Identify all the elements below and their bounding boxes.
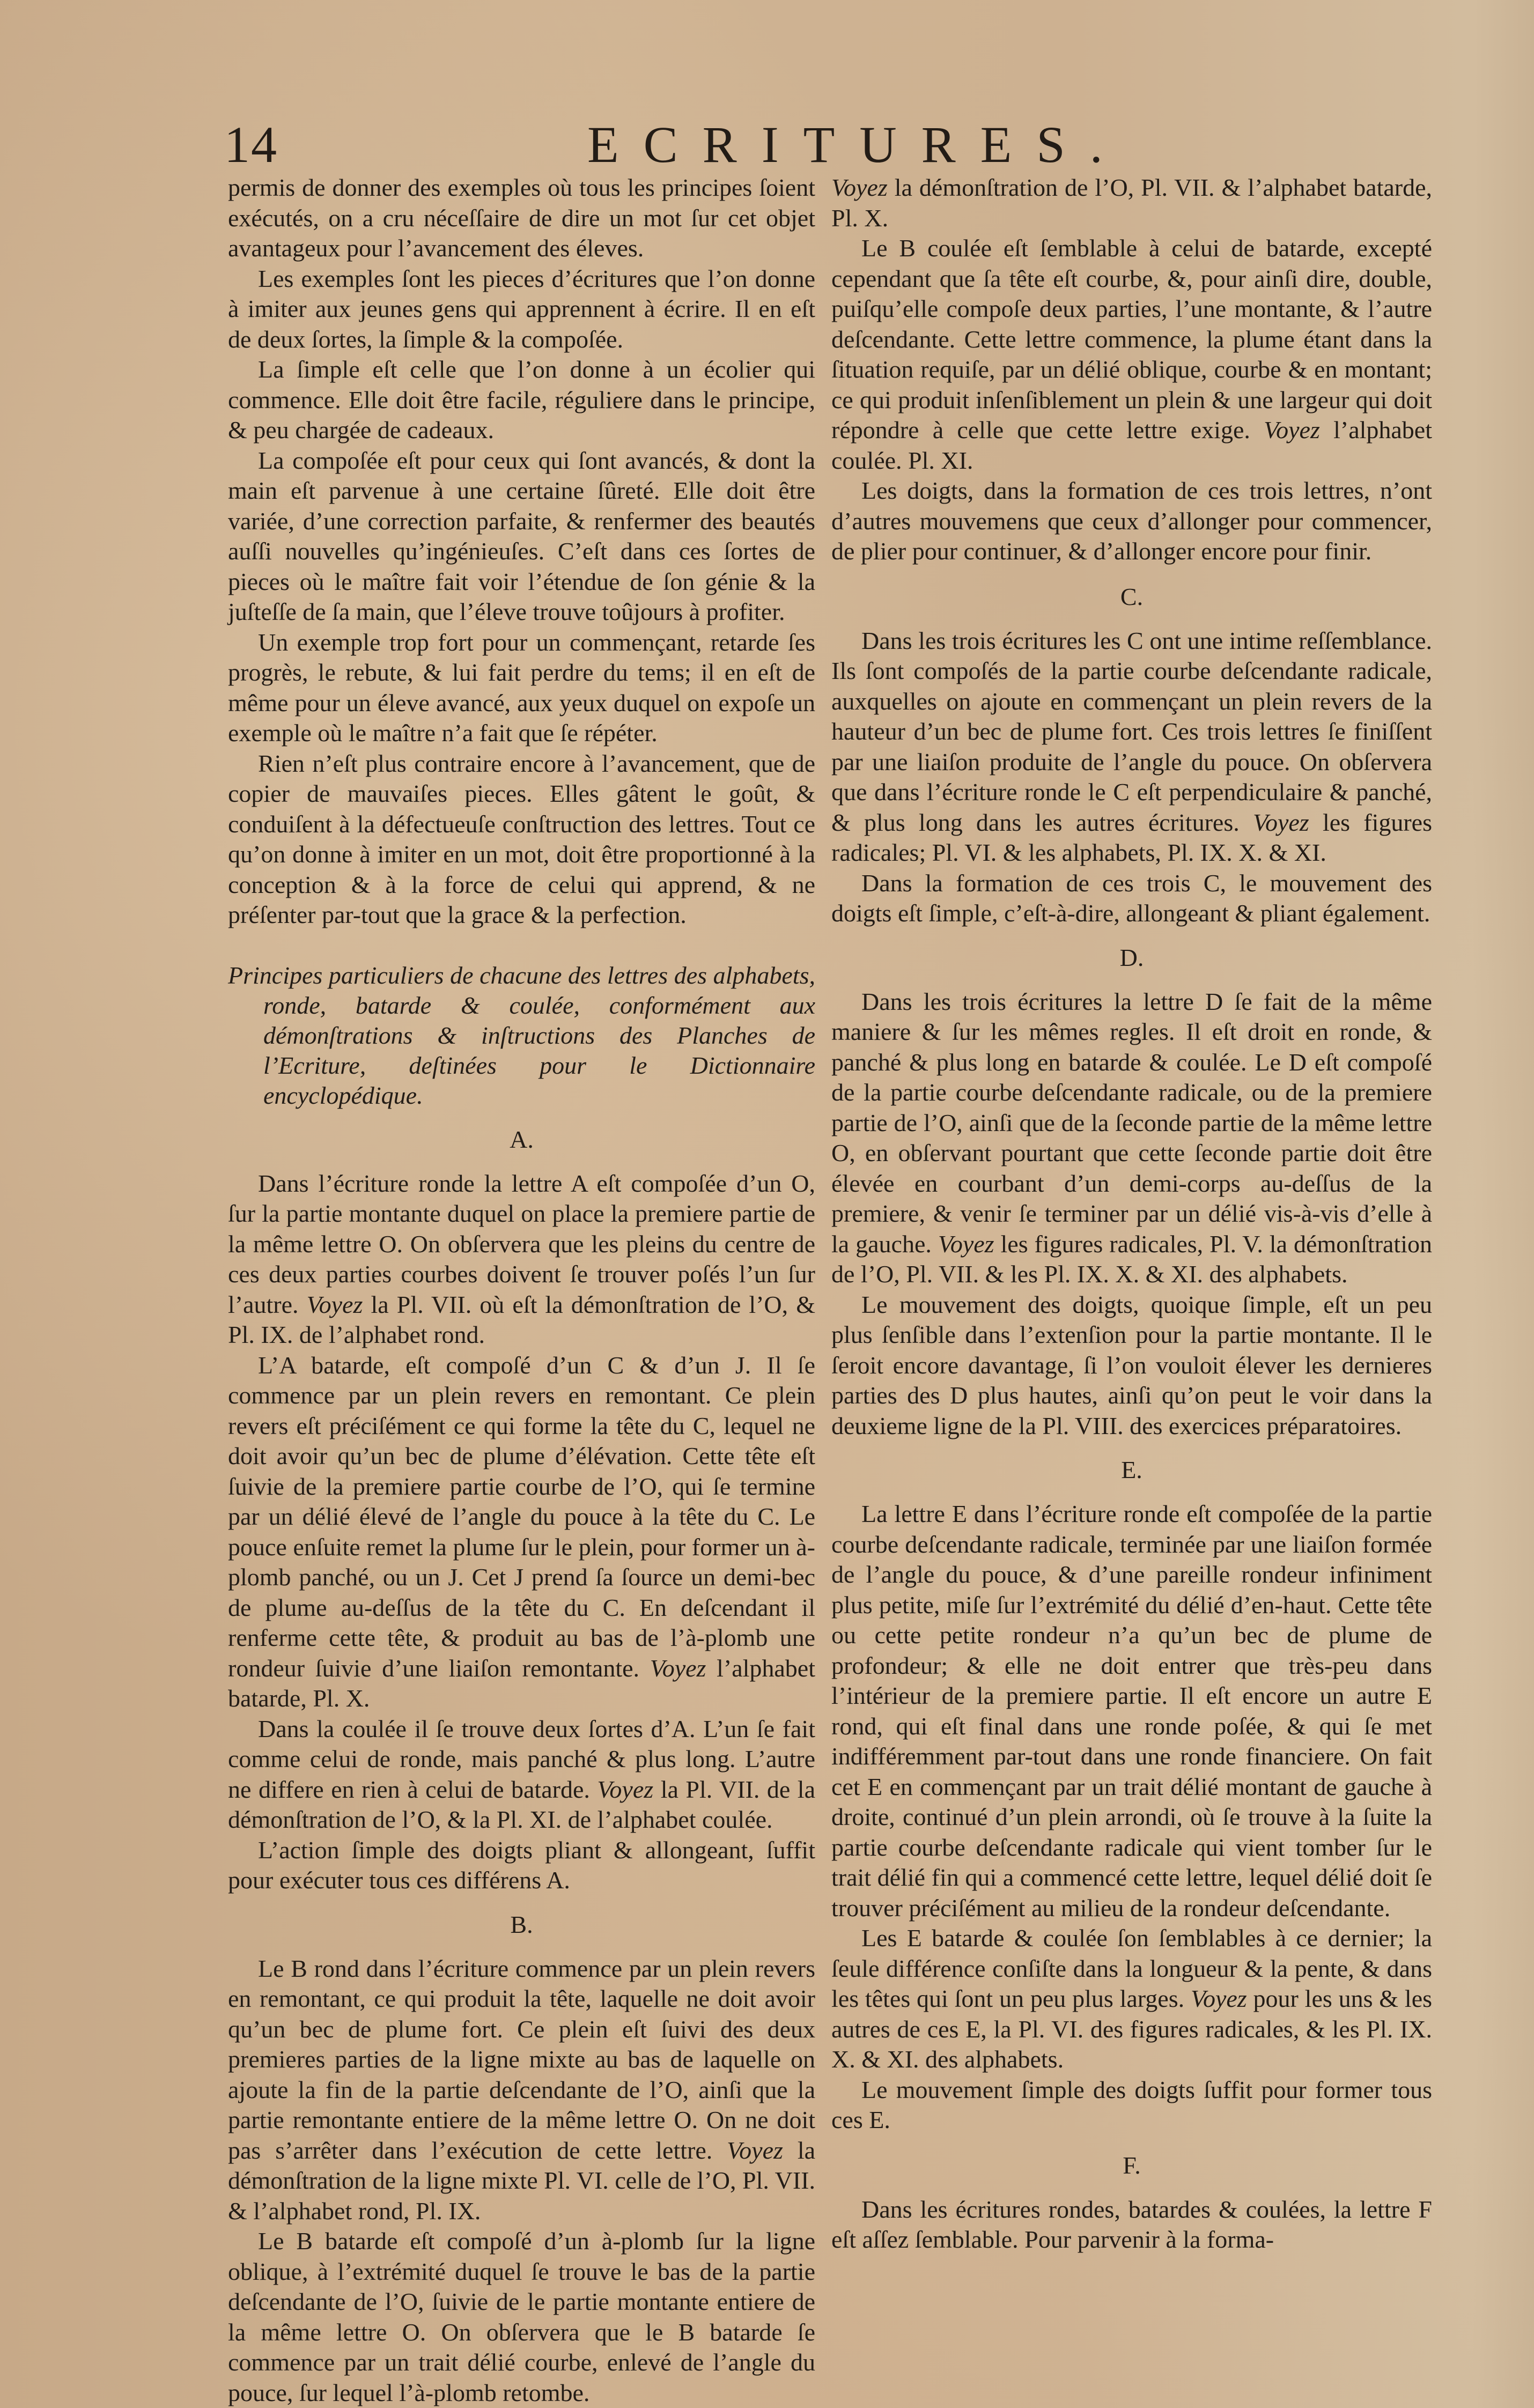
page-number: 14 <box>224 116 278 173</box>
section-letter-f: F. <box>1123 2151 1141 2179</box>
paragraph: La ſimple eſt celle que l’on donne à un écolier qui commence. Elle doit être facile, réguliere dans le principe, & peu chargée de cadeaux. <box>228 356 815 444</box>
text-run: Dans les trois écritures la lettre D ſe fait de la même maniere & ſur les mêmes regles. Il eſt droit en ronde, & panché & plus long en batarde & coulée. Le D eſt compoſé de la partie courbe deſcendante radicale, ou de la premiere partie de l’O, ainſi que de la ſeconde partie de la même lettre O, en obſervant pourtant que cette ſeconde partie doit être élevée en courbant d’un demi-corps au-deſſus de la premiere, & venir ſe terminer par un délié vis-à-vis d’elle à la gauche. <box>831 987 1432 1258</box>
section-letter-b: B. <box>510 1910 533 1938</box>
paragraph <box>831 1923 1432 2075</box>
paragraph <box>228 1169 815 1350</box>
voyez-italic: Voyez <box>831 174 888 201</box>
text-run: les figures radicales; Pl. VI. & les alphabets, Pl. IX. X. & XI. <box>831 808 1433 866</box>
voyez-italic: Voyez <box>1252 808 1309 836</box>
running-title: ECRITURES. <box>587 116 1127 173</box>
paragraph: Un exemple trop fort pour un commençant, retarde ſes progrès, le rebute, & lui fait perdre du tems; il en eſt de même pour un éleve avancé, aux yeux duquel on expoſe un exemple où le maître n’a fait que ſe répéter. <box>228 628 815 747</box>
paragraph <box>228 1714 815 1835</box>
paragraph: Les exemples ſont les pieces d’écritures que l’on donne à imiter aux jeunes gens qui apprennent à écrire. Il en eſt de deux ſortes, la ſimple & la compoſée. <box>228 264 815 353</box>
text-run: Dans les trois écritures les C ont une intime reſſemblance. Ils ſont compoſés de la partie courbe deſcendante radicale, auxquelles on ajoute en commençant un plein revers de la hauteur d’un bec de plume fort. Ces trois lettres ſe finiſſent par une liaiſon produite de l’angle du pouce. On obſervera que dans l’écriture ronde le C eſt perpendiculaire & panché, & plus long dans les autres écritures. <box>831 626 1432 836</box>
section-letter-a: A. <box>510 1125 534 1153</box>
section-letter-e: E. <box>1121 1456 1142 1483</box>
right-column <box>831 173 1432 2255</box>
text-run: Dans la coulée il ſe trouve deux ſortes d’A. L’un ſe fait comme celui de ronde, mais panché & plus long. L’autre ne differe en rien à celui de batarde. <box>228 1715 815 1803</box>
paragraph: La compoſée eſt pour ceux qui ſont avancés, & dont la main eſt parvenue à une certaine ſûreté. Elle doit être variée, d’une correction parfaite, & renfermer des beautés auſſi nouvelles qu’ingénieuſes. C’eſt dans ces ſortes de pieces où le maître fait voir l’étendue de ſon génie & la juſteſſe de ſa main, que l’éleve trouve toûjours à profiter. <box>228 446 815 625</box>
paragraph <box>228 1350 815 1714</box>
voyez-italic: Voyez <box>727 2136 783 2164</box>
text-run: pour les uns & les autres de ces E, la Pl. VI. des figures radicales, & les Pl. IX. X. & XI. des alphabets. <box>831 1985 1433 2073</box>
text-run: l’alphabet coulée. Pl. XI. <box>831 416 1433 474</box>
paragraph <box>831 626 1432 868</box>
paragraph: La lettre E dans l’écriture ronde eſt compoſée de la partie courbe deſcendante radicale, terminée par une liaiſon formée de l’angle du pouce, & d’une pareille rondeur infiniment plus petite, miſe ſur l’extrémité du délié d’en-haut. Cette tête ou cette petite rondeur n’a qu’un bec de plume de profondeur; & elle ne doit entrer que très-peu dans l’intérieur de la premiere partie. Il eſt encore un autre E rond, qui eſt final dans une ronde poſée, & qui ſe met indifféremment par-tout dans une ronde financiere. On fait cet E en commençant par un trait délié montant de gauche à droite, continué d’un plein arrondi, où ſe trouve à la ſuite la partie courbe deſcendante radicale qui vient tomber ſur le trait délié fin qui a commencé cette lettre, lequel délié doit ſe trouver préciſément au milieu de la rondeur deſcendante. <box>831 1500 1432 1922</box>
text-run: Dans l’écriture ronde la lettre A eſt compoſée d’un O, ſur la partie montante duquel on place la premiere partie de la même lettre O. On obſervera que les pleins du centre de ces deux parties courbes doivent ſe trouver poſés l’un ſur l’autre. <box>228 1169 815 1318</box>
paragraph: Dans les écritures rondes, batardes & coulées, la lettre F eſt aſſez ſemblable. Pour parvenir à la forma- <box>831 2195 1432 2253</box>
text-run: les figures radicales, Pl. V. la démonſtration de l’O, Pl. VII. & les Pl. IX. X. & XI. des alphabets. <box>831 1230 1432 1288</box>
voyez-italic: Voyez <box>1190 1985 1247 2012</box>
voyez-italic: Voyez <box>306 1290 363 1318</box>
text-run: Le B coulée eſt ſemblable à celui de batarde, excepté cependant que ſa tête eſt courbe, &, pour ainſi dire, double, puiſqu’elle compoſe deux parties, l’une montante, & l’autre deſcendante. Cette lettre commence, la plume étant dans la ſituation requiſe, par un délié oblique, courbe & en montant; ce qui produit inſenſiblement un plein & une largeur qui doit répondre à celle que cette lettre exige. <box>831 234 1432 444</box>
text-run: Les E batarde & coulée ſon ſemblables à ce dernier; la ſeule différence conſiſte dans la longueur & la pente, & dans les têtes qui ſont un peu plus larges. <box>831 1924 1432 2012</box>
text-run: L’A batarde, eſt compoſé d’un C & d’un J. Il ſe commence par un plein revers en remontant. Ce plein revers eſt préciſément ce qui forme la tête du C, lequel ne doit avoir qu’un bec de plume d’élévation. Cette tête eſt ſuivie de la premiere partie courbe de l’O, qui ſe termine par un délié élevé de l’angle du pouce à la tête du C. Le pouce enſuite remet la plume ſur le plein, pour former un à-plomb panché, ou un J. Cet J prend ſa ſource un demi-bec de plume au-deſſus de la tête du C. En deſcendant il renferme cette tête, & produit au bas de l’à-plomb une rondeur ſuivie d’une liaiſon remontante. <box>228 1351 815 1682</box>
text-run: Le B rond dans l’écriture commence par un plein revers en remontant, ce qui produit la tête, laquelle ne doit avoir qu’un bec de plume fort. Ce plein eſt ſuivi des deux premieres parties de la ligne mixte au bas de laquelle on ajoute la fin de la partie deſcendante de l’O, ainſi que la partie remontante entiere de la même lettre O. On ne doit pas s’arrêter dans l’exécution de cette lettre. <box>228 1954 815 2164</box>
paragraph-continued <box>831 173 1432 233</box>
paragraph: Les doigts, dans la formation de ces trois lettres, n’ont d’autres mouvemens que ceux d’allonger pour commencer, de plier pour continuer, & d’allonger encore pour finir. <box>831 477 1432 565</box>
section-heading: Principes particuliers de chacune des lettres des alphabets, ronde, batarde & coulée, conformément aux démonſtrations & inſtructions des Planches de l’Ecriture, deſtinées pour le Dictionnaire encyclopédique. <box>228 961 815 1109</box>
voyez-italic: Voyez <box>597 1775 654 1803</box>
paragraph: Dans la formation de ces trois C, le mouvement des doigts eſt ſimple, c’eſt-à-dire, allongeant & pliant également. <box>831 869 1432 927</box>
section-letter-d: D. <box>1119 943 1144 971</box>
paragraph <box>831 987 1432 1290</box>
paragraph <box>831 233 1432 476</box>
paragraph: permis de donner des exemples où tous les principes ſoient exécutés, on a cru néceſſaire de dire un mot ſur cet objet avantageux pour l’avancement des éleves. <box>228 174 815 262</box>
text-run: l’alphabet batarde, Pl. X. <box>228 1654 816 1712</box>
paragraph: Le mouvement des doigts, quoique ſimple, eſt un peu plus ſenſible dans l’extenſion pour la partie montante. Il le ſeroit encore davantage, ſi l’on vouloit élever les dernieres parties des D plus hautes, ainſi qu’on peut le voir dans la deuxieme ligne de la Pl. VIII. des exercices préparatoires. <box>831 1290 1432 1439</box>
paragraph: Rien n’eſt plus contraire encore à l’avancement, que de copier de mauvaiſes pieces. Elles gâtent le goût, & conduiſent à la défectueuſe conſtruction des lettres. Tout ce qu’on donne à imiter en un mot, doit être proportionné à la conception & à la force de celui qui apprend, & ne préſenter par-tout que la grace & la perfection. <box>228 749 815 928</box>
paragraph: Le B batarde eſt compoſé d’un à-plomb ſur la ligne oblique, à l’extrémité duquel ſe trouve le bas de la partie deſcendante de l’O, ſuivie de le partie montante entiere de la même lettre O. On obſervera que le B batarde ſe commence par un trait délié courbe, enlevé de l’angle du pouce, ſur lequel l’à-plomb retombe. <box>228 2227 815 2406</box>
voyez-italic: Voyez <box>1264 416 1320 444</box>
voyez-italic: Voyez <box>650 1654 706 1682</box>
text-run: la démonſtration de la ligne mixte Pl. VI. celle de l’O, Pl. VII. & l’alphabet rond, Pl. IX. <box>228 2136 816 2225</box>
text-run: la Pl. VII. où eſt la démonſtration de l’O, & Pl. IX. de l’alphabet rond. <box>228 1290 816 1348</box>
voyez-italic: Voyez <box>938 1230 994 1258</box>
paragraph: L’action ſimple des doigts pliant & allongeant, ſuffit pour exécuter tous ces différens A. <box>228 1836 815 1894</box>
left-column <box>228 173 815 2408</box>
paragraph: Le mouvement ſimple des doigts ſuffit pour former tous ces E. <box>831 2075 1432 2133</box>
paragraph <box>228 1954 815 2227</box>
section-letter-c: C. <box>1120 582 1144 610</box>
text-run: la Pl. VII. de la démonſtration de l’O, & la Pl. XI. de l’alphabet coulée. <box>228 1775 816 1833</box>
text-run: la démonſtration de l’O, Pl. VII. & l’alphabet batarde, Pl. X. <box>831 174 1432 232</box>
